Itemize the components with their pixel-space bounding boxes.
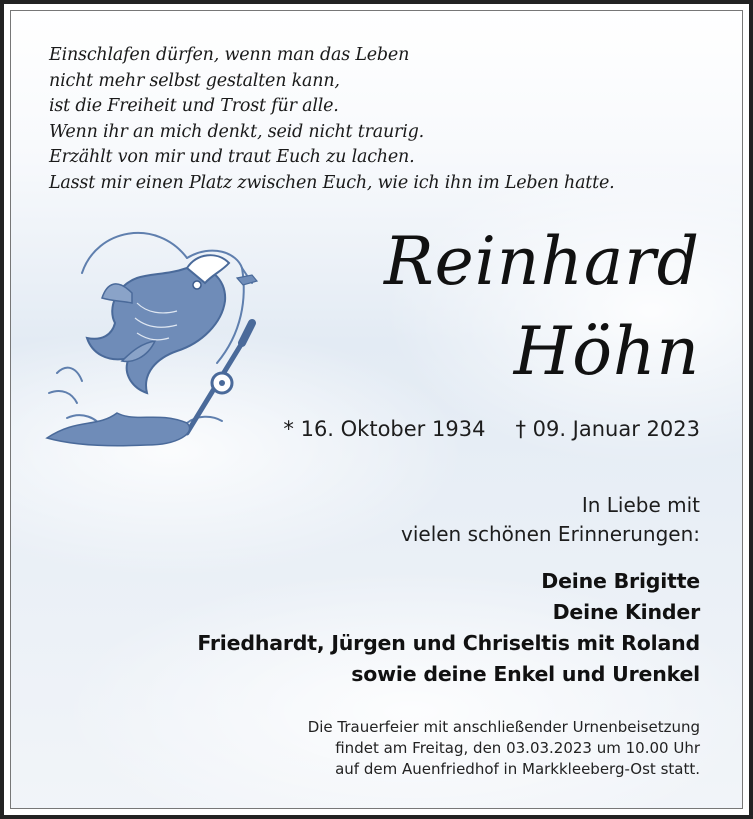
notice-line: Die Trauerfeier mit anschließender Urnenbeisetzung	[307, 718, 700, 736]
mourner-line: Friedhardt, Jürgen und Chriseltis mit Roland	[197, 631, 700, 655]
life-dates	[283, 417, 700, 441]
poem-line: Wenn ihr an mich denkt, seid nicht traurig.	[49, 121, 424, 142]
memorial-poem	[49, 43, 615, 197]
death-date: † 09. Januar 2023	[515, 417, 700, 441]
remembrance-line: In Liebe mit	[581, 493, 700, 517]
remembrance-text	[401, 491, 700, 549]
poem-line: Erzählt von mir und traut Euch zu lachen.	[49, 147, 415, 168]
notice-line: findet am Freitag, den 03.03.2023 um 10.00 Uhr	[335, 739, 700, 757]
poem-line: Lasst mir einen Platz zwischen Euch, wie ich ihn im Leben hatte.	[49, 172, 615, 193]
poem-line: nicht mehr selbst gestalten kann,	[49, 70, 340, 91]
funeral-notice	[308, 717, 700, 780]
mourner-line: Deine Brigitte	[541, 569, 700, 593]
deceased-first-name: Reinhard	[383, 223, 700, 300]
jumping-fish-icon	[37, 223, 277, 453]
mourner-line: Deine Kinder	[552, 600, 700, 624]
remembrance-line: vielen schönen Erinnerungen:	[401, 522, 700, 546]
deceased-last-name: Höhn	[513, 313, 700, 390]
poem-line: Einschlafen dürfen, wenn man das Leben	[49, 45, 410, 65]
mourners-list	[197, 566, 700, 690]
birth-date: * 16. Oktober 1934	[283, 417, 486, 441]
poem-line: ist die Freiheit und Trost für alle.	[49, 96, 339, 117]
mourner-line: sowie deine Enkel und Urenkel	[351, 662, 700, 686]
obituary-card	[10, 10, 743, 809]
notice-line: auf dem Auenfriedhof in Markkleeberg-Ost statt.	[335, 760, 700, 778]
